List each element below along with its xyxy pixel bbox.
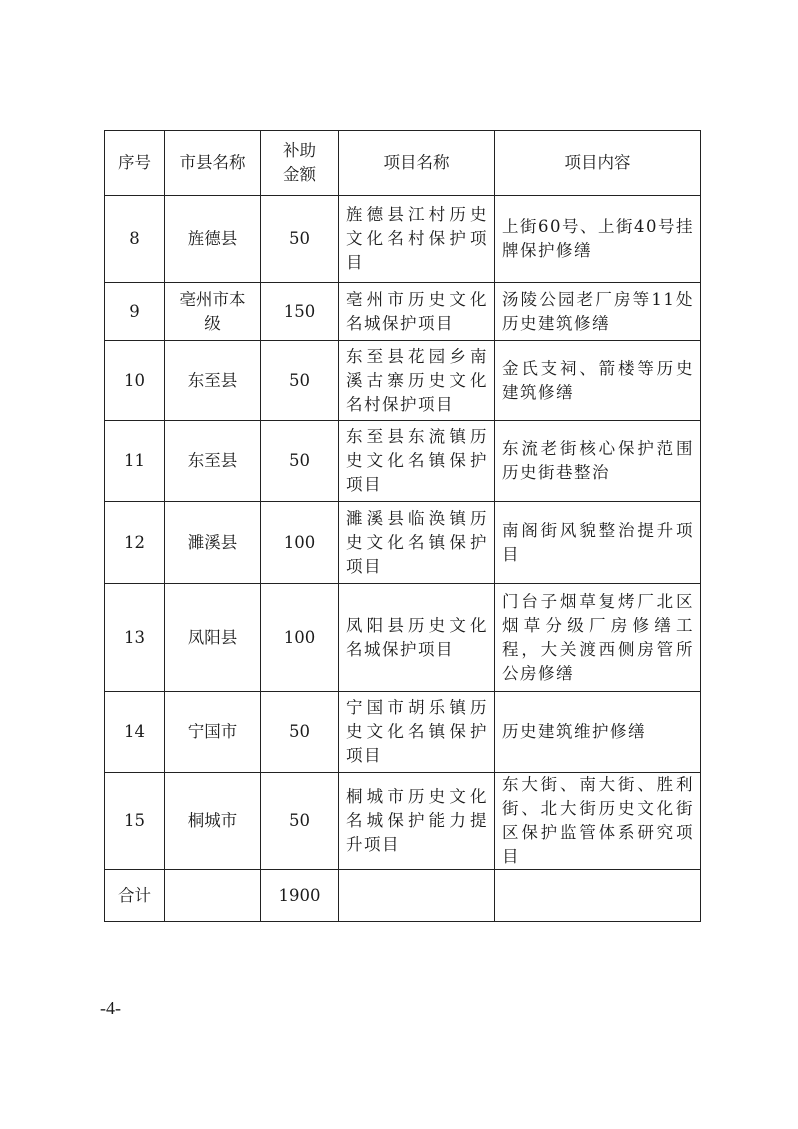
cell-total-county bbox=[165, 870, 261, 922]
page-number: -4- bbox=[100, 998, 121, 1018]
cell-project-content: 南阁街风貌整治提升项目 bbox=[495, 502, 701, 584]
cell-project-content: 门台子烟草复烤厂北区烟草分级厂房修缮工程，大关渡西侧房管所公房修缮 bbox=[495, 584, 701, 692]
cell-county: 亳州市本级 bbox=[165, 283, 261, 341]
cell-seq: 13 bbox=[105, 584, 165, 692]
cell-amount: 50 bbox=[261, 692, 339, 773]
cell-project-content: 汤陵公园老厂房等11处历史建筑修缮 bbox=[495, 283, 701, 341]
cell-total-amount: 1900 bbox=[261, 870, 339, 922]
cell-seq: 10 bbox=[105, 341, 165, 421]
table-row bbox=[105, 502, 701, 584]
header-subsidy bbox=[261, 131, 339, 196]
cell-seq: 8 bbox=[105, 196, 165, 283]
cell-total-label: 合计 bbox=[105, 870, 165, 922]
header-county: 市县名称 bbox=[165, 131, 261, 196]
cell-project-name: 亳州市历史文化名城保护项目 bbox=[339, 283, 495, 341]
cell-total-name bbox=[339, 870, 495, 922]
cell-county: 东至县 bbox=[165, 341, 261, 421]
cell-amount: 50 bbox=[261, 341, 339, 421]
cell-project-name: 濉溪县临涣镇历史文化名镇保护项目 bbox=[339, 502, 495, 584]
cell-amount: 100 bbox=[261, 584, 339, 692]
cell-amount: 50 bbox=[261, 196, 339, 283]
header-seq: 序号 bbox=[105, 131, 165, 196]
cell-total-content bbox=[495, 870, 701, 922]
table-row bbox=[105, 341, 701, 421]
table-row bbox=[105, 421, 701, 502]
table-row bbox=[105, 692, 701, 773]
cell-project-name: 宁国市胡乐镇历史文化名镇保护项目 bbox=[339, 692, 495, 773]
cell-amount: 50 bbox=[261, 421, 339, 502]
cell-county: 宁国市 bbox=[165, 692, 261, 773]
table-row bbox=[105, 584, 701, 692]
table-row bbox=[105, 283, 701, 341]
header-project-name: 项目名称 bbox=[339, 131, 495, 196]
cell-project-name: 东至县花园乡南溪古寨历史文化名村保护项目 bbox=[339, 341, 495, 421]
cell-county: 凤阳县 bbox=[165, 584, 261, 692]
cell-project-content: 金氏支祠、箭楼等历史建筑修缮 bbox=[495, 341, 701, 421]
cell-project-content: 东流老街核心保护范围历史街巷整治 bbox=[495, 421, 701, 502]
subsidy-table bbox=[104, 130, 701, 922]
header-subsidy-line2: 金额 bbox=[283, 165, 316, 184]
cell-project-name: 旌德县江村历史文化名村保护项目 bbox=[339, 196, 495, 283]
cell-project-content: 历史建筑维护修缮 bbox=[495, 692, 701, 773]
cell-amount: 100 bbox=[261, 502, 339, 584]
cell-project-name: 凤阳县历史文化名城保护项目 bbox=[339, 584, 495, 692]
cell-seq: 9 bbox=[105, 283, 165, 341]
cell-county: 东至县 bbox=[165, 421, 261, 502]
cell-seq: 15 bbox=[105, 773, 165, 870]
table-total-row bbox=[105, 870, 701, 922]
table-header-row bbox=[105, 131, 701, 196]
cell-county: 旌德县 bbox=[165, 196, 261, 283]
header-subsidy-line1: 补助 bbox=[283, 141, 316, 160]
header-project-content: 项目内容 bbox=[495, 131, 701, 196]
cell-seq: 14 bbox=[105, 692, 165, 773]
cell-project-content: 东大街、南大街、胜利街、北大街历史文化街区保护监管体系研究项目 bbox=[495, 773, 701, 870]
table-row bbox=[105, 196, 701, 283]
cell-seq: 11 bbox=[105, 421, 165, 502]
cell-project-name: 东至县东流镇历史文化名镇保护项目 bbox=[339, 421, 495, 502]
cell-county: 濉溪县 bbox=[165, 502, 261, 584]
cell-county: 桐城市 bbox=[165, 773, 261, 870]
cell-project-content: 上街60号、上街40号挂牌保护修缮 bbox=[495, 196, 701, 283]
table-row bbox=[105, 773, 701, 870]
cell-seq: 12 bbox=[105, 502, 165, 584]
cell-amount: 50 bbox=[261, 773, 339, 870]
cell-project-name: 桐城市历史文化名城保护能力提升项目 bbox=[339, 773, 495, 870]
cell-amount: 150 bbox=[261, 283, 339, 341]
